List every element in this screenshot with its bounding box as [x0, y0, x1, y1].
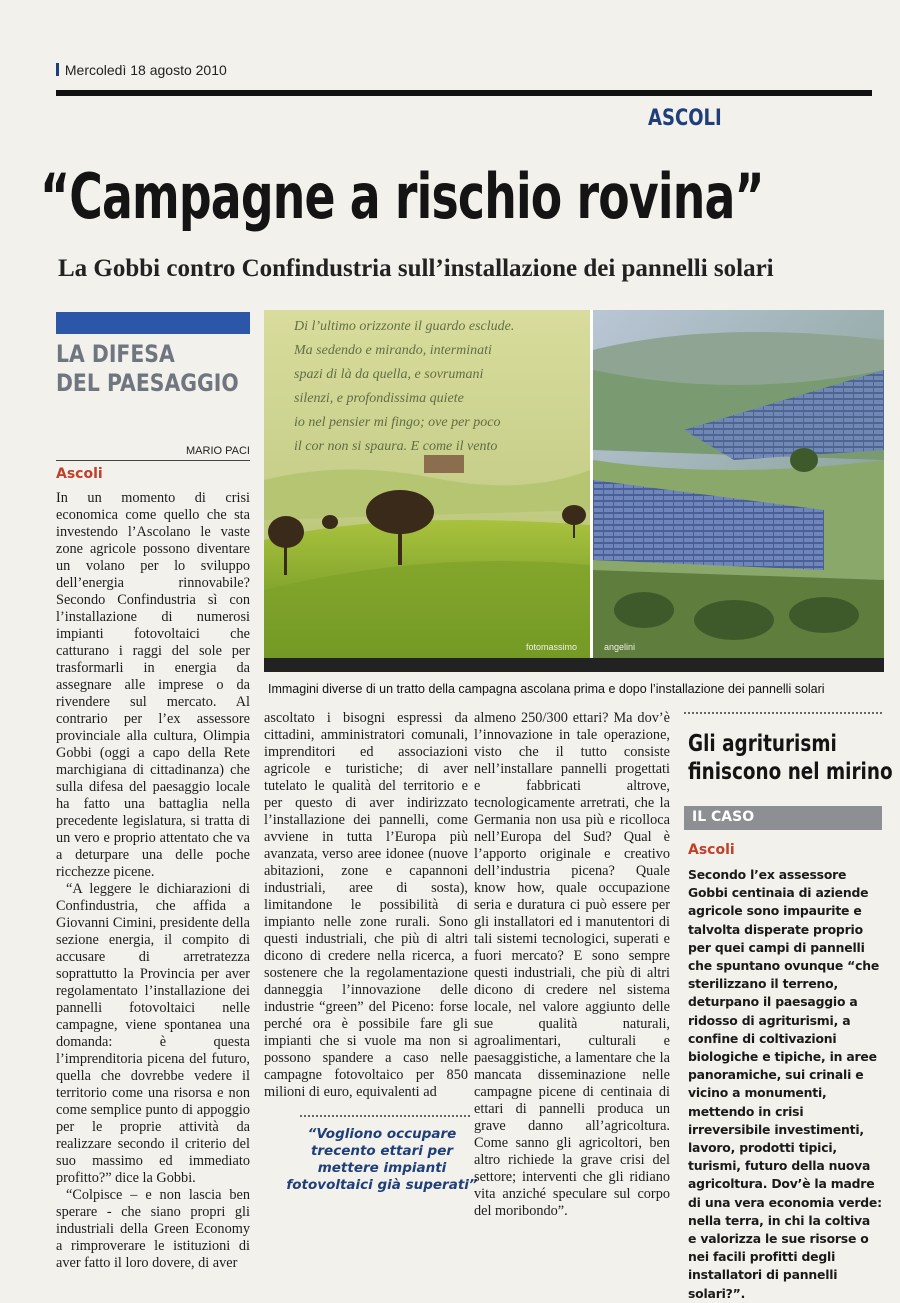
author-byline: MARIO PACI [186, 445, 250, 457]
landscape-photo [264, 310, 884, 672]
article-column-3 [474, 710, 670, 1220]
sidebar-place: Ascoli [688, 842, 735, 858]
article-place: Ascoli [56, 466, 103, 482]
pull-quote: “Vogliono occupare trecento ettari per mettere impianti fotovoltaici già superati” [286, 1126, 478, 1193]
poem-line: spazi di là da quella, e sovrumani [294, 367, 484, 382]
paragraph: almeno 250/300 ettari? Ma dov’è l’innovazione in tale operazione, visto che il tutto consiste nell’installare pannelli progettati e fabbricati altrove, tecnologicamente arretrati, che la Germania non usa più e ricolloca nell’Europa del Sud? Qual è l’apporto originale e creativo dell’industria picena? Quale know how, quale occupazione seria e duratura ci può essere per gli installatori ed i manutentori di tali sistemi tecnologici, superati e fuori mercato? E sono sempre questi industriali, che più di altri dicono di credere nel sistema locale, nel valore aggiunto delle sue qualità naturali, agroalimentari, culturali e paesaggistiche, a lamentare che la mancata disseminazione nelle campagne picene di centinaia di ettari di pannelli produca un grave danno all’agricoltura. Come sanno gli agricoltori, ben altro richiede la grave crisi del settore; interventi che gli ridiano vita anziché speculare sul corpo del moribondo”. [474, 710, 670, 1219]
headline: “Campagne a rischio rovina” [40, 160, 764, 233]
photo-illustration [264, 310, 884, 672]
date-text: Mercoledì 18 agosto 2010 [64, 62, 227, 78]
subheadline: La Gobbi contro Confindustria sull’installazione dei pannelli solari [58, 255, 774, 282]
section-tag: ASCOLI [648, 106, 722, 131]
dateline-marker [56, 63, 59, 76]
paragraph: In un momento di crisi economica come quello che sta investendo l’Ascolano le vaste zone agricole possono diventare un volano per lo sviluppo dell’energia rinnovabile? Secondo Confindustria sì con l’installazione di numerosi impianti fotovoltaici che catturano i raggi del sole per trasformarli in energia da assegnare alle imprese o da rivendere sul mercato. Al contrario per l’ex assessore provinciale alla cultura, Olimpia Gobbi (oggi a capo della Rete marchigiana di cittadinanza) che sulla difesa del paesaggio locale ha fatto una battaglia nella precedente legislatura, si tratta di un vero e proprio attentato che va a deturpare una delle poche ricchezze picene. [56, 490, 250, 880]
paragraph: ascoltato i bisogni espressi da cittadini, amministratori comunali, imprenditori ed associazioni agricole e turistiche; di aver tutelato le qualità del territorio e per questo di aver indirizzato l’installazione dei pannelli, come avviene in tutta l’Europa più avanzata, verso aree idonee (nuove abitazioni, zone e capannoni industriali, aree di sosta), limitandone le possibilità di impianto nelle zone rurali. Sono questi industriali, che più di altri dicono di credere nella ricerca, a sostenere che la regolamentazione danneggia l’innovazione delle industrie “green” del Piceno: forse perché ora è possibile fare gli impianti che si vuole ma non si possono spandere a caso nelle campagne fotovoltaico per 850 milioni di euro, equivalenti ad [264, 710, 468, 1100]
poem-line: il cor non si spaura. E come il vento [294, 439, 498, 454]
kicker-line-1: LA DIFESA [56, 340, 175, 368]
kicker [56, 340, 239, 398]
article-column-2 [264, 710, 468, 1101]
kicker-line-2: DEL PAESAGGIO [56, 369, 239, 397]
quote-rule [300, 1115, 470, 1117]
poem-line: io nel pensier mi fingo; ove per poco [294, 415, 501, 430]
byline-rule [56, 460, 250, 461]
paragraph: “A leggere le dichiarazioni di Confindustria, che affida a Giovanni Cimini, presidente della sezione energia, il compito di accusare di arretratezza soprattutto la Provincia per aver regolamentato l’installazione dei pannelli fotovoltaici nelle campagne, viene spontanea una domanda: è questa l’imprenditoria picena del futuro, quella che dovrebbe vedere il territorio come una risorsa e non come semplice punto di appoggio per le proprie attività da realizzare secondo il criterio del suo massimo ed immediato profitto?” dice la Gobbi. [56, 881, 250, 1186]
poem-line: Di l’ultimo orizzonte il guardo esclude. [294, 319, 515, 334]
top-rule [56, 90, 872, 96]
sidebar-title [688, 730, 893, 786]
sidebar-title-line-1: Gli agriturismi [688, 731, 837, 757]
sidebar-rule [684, 712, 882, 714]
kicker-bar [56, 312, 250, 334]
photo-credit-right: angelini [604, 642, 636, 652]
paragraph: “Colpisce – e non lascia ben sperare - che siano propri gli industriali della Green Economy a rimproverare le istituzioni di aver fatto il loro dovere, di aver [56, 1187, 250, 1271]
sidebar-title-line-2: finiscono nel mirino [688, 759, 893, 785]
photo-caption: Immagini diverse di un tratto della campagna ascolana prima e dopo l’installazione dei pannelli solari [268, 682, 825, 696]
poem-line: silenzi, e profondissima quiete [294, 391, 464, 406]
case-label: IL CASO [684, 806, 882, 830]
poem-line: Ma sedendo e mirando, interminati [294, 343, 492, 358]
sidebar-text: Secondo l’ex assessore Gobbi centinaia di aziende agricole sono impaurite e talvolta disperate proprio per quei campi di pannelli che spuntano ovunque “che sterilizzano il terreno, deturpano il paesaggio a ridosso di agriturismi, a confine di coltivazioni biologiche e tipiche, in aree panoramiche, sui crinali e vicino a monumenti, mettendo in crisi irreversibile investimenti, lavoro, prodotti tipici, turismi, futuro della nuova agricoltura. Dov’è la madre di una vera economia verde: nella terra, in chi la coltiva e valorizza le sue risorse o nei facili profitti degli installatori di pannelli solari?”. [688, 867, 882, 1301]
dateline [56, 62, 227, 78]
photo-credit-left: fotomassimo [526, 642, 578, 652]
article-column-1 [56, 490, 250, 1272]
